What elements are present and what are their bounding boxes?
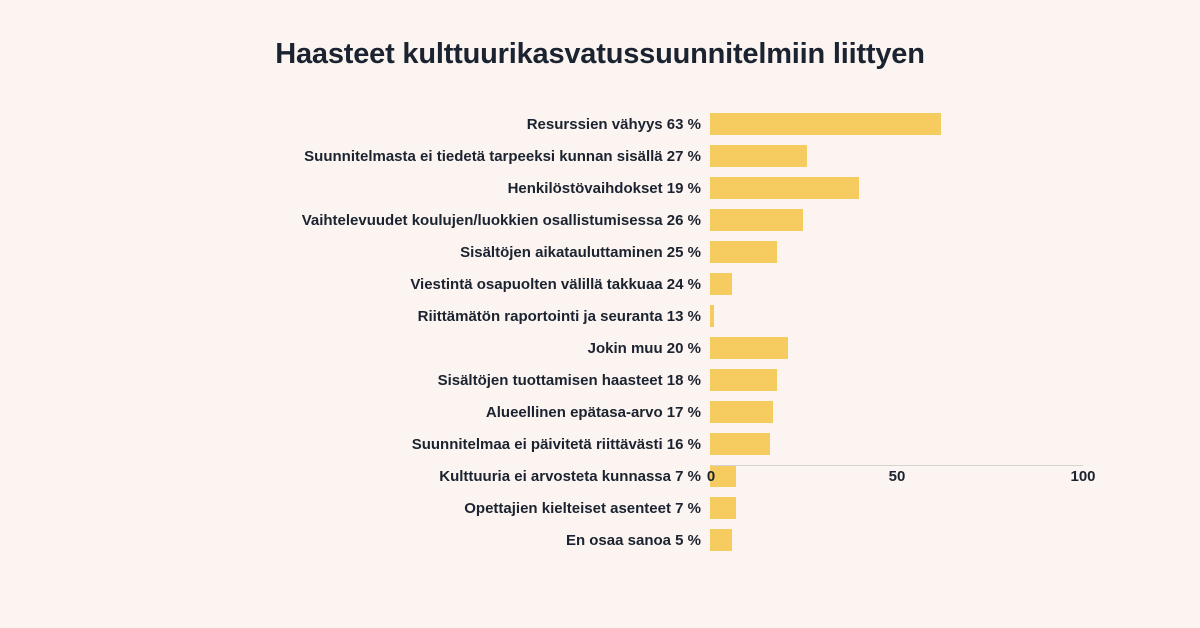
bar [710,177,859,199]
bar-track [710,496,1200,520]
bar-track [710,240,1200,264]
bar [710,433,770,455]
bar-label: Suunnitelmasta ei tiedetä tarpeeksi kunnan sisällä 27 % [304,147,701,165]
bar-label: Sisältöjen aikatauluttaminen 25 % [460,243,701,261]
bar-row [0,336,1200,360]
bar [710,241,777,263]
bar-row [0,368,1200,392]
bar-label: Resurssien vähyys 63 % [526,115,701,133]
bar-label: Henkilöstövaihdokset 19 % [507,179,701,197]
bar-track [710,464,1200,488]
bar-label: Vaihtelevuudet koulujen/luokkien osallistumisessa 26 % [301,211,701,229]
bar-row [0,528,1200,552]
bar [710,401,773,423]
bar-label: En osaa sanoa 5 % [565,531,701,549]
bar-label: Viestintä osapuolten välillä takkuaa 24 % [410,275,701,293]
bar-label: Suunnitelmaa ei päivitetä riittävästi 16 % [411,435,701,453]
x-axis-line [711,465,1083,466]
bar-label: Jokin muu 20 % [587,339,701,357]
bar [710,113,941,135]
bar-track [710,112,1200,136]
bar-track [710,304,1200,328]
bar [710,529,732,551]
bar [710,305,714,327]
bar-row [0,304,1200,328]
x-tick-50: 50 [888,468,906,485]
bar [710,209,803,231]
bar-label: Alueellinen epätasa-arvo 17 % [485,403,701,421]
bar-track [710,176,1200,200]
bar-row [0,272,1200,296]
bar-row [0,432,1200,456]
bar-track [710,400,1200,424]
x-tick-0: 0 [706,468,716,485]
bar [710,337,788,359]
bar [710,369,777,391]
bar-label: Riittämätön raportointi ja seuranta 13 % [417,307,701,325]
bar-track [710,368,1200,392]
bar-row [0,176,1200,200]
bar-track [710,432,1200,456]
bar-row [0,400,1200,424]
bar-row [0,464,1200,488]
bar [710,145,807,167]
bar-label: Opettajien kielteiset asenteet 7 % [464,499,701,517]
bar-row [0,208,1200,232]
bar-row [0,144,1200,168]
bar-label: Sisältöjen tuottamisen haasteet 18 % [437,371,701,389]
bar-row [0,112,1200,136]
bar-track [710,528,1200,552]
bar-track [710,336,1200,360]
bar-label: Kulttuuria ei arvosteta kunnassa 7 % [439,467,701,485]
bar-row [0,240,1200,264]
bar-track [710,272,1200,296]
bar-track [710,208,1200,232]
bar-track [710,144,1200,168]
plot-area [0,112,1200,582]
chart-title: Haasteet kulttuurikasvatussuunnitelmiin liittyen [275,38,925,70]
bar-row [0,496,1200,520]
bar [710,497,736,519]
x-tick-100: 100 [1070,468,1096,485]
bar [710,273,732,295]
